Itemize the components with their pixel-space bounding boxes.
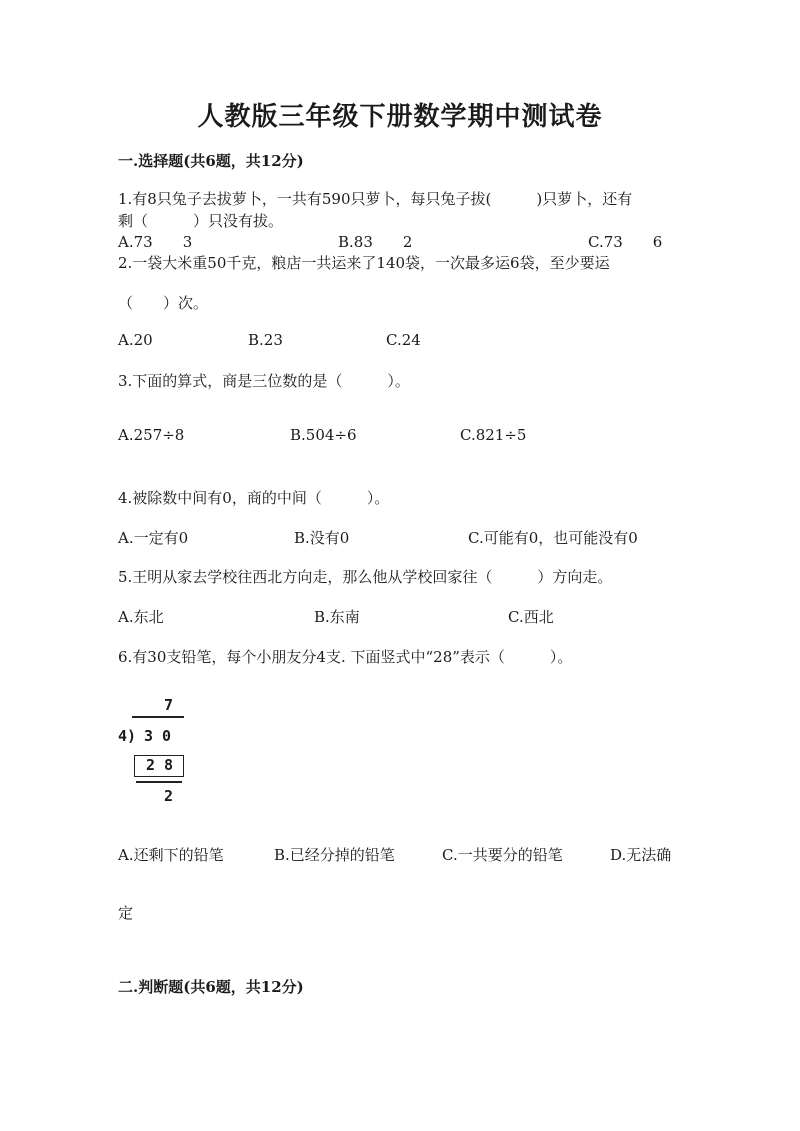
division-product: 2 8 bbox=[146, 756, 174, 774]
question-6-option-d: D.无法确 bbox=[610, 846, 672, 864]
question-2-option-a: A.20 bbox=[118, 331, 153, 349]
section-heading-choice: 一.选择题(共6题，共12分) bbox=[118, 152, 304, 170]
question-6-option-c: C.一共要分的铅笔 bbox=[442, 846, 563, 864]
question-3-option-b: B.504÷6 bbox=[290, 426, 357, 444]
question-6-option-a: A.还剩下的铅笔 bbox=[118, 846, 224, 864]
question-2-text: 2.一袋大米重50千克，粮店一共运来了140袋，一次最多运6袋，至少要运 bbox=[118, 254, 610, 272]
question-6-option-d-cont: 定 bbox=[118, 904, 134, 922]
question-1-text: 1.有8只兔子去拔萝卜，一共有590只萝卜，每只兔子拔( )只萝卜，还有 bbox=[118, 190, 633, 208]
question-3-option-a: A.257÷8 bbox=[118, 426, 185, 444]
division-divisor: 4) bbox=[118, 727, 137, 745]
section-heading-judgement: 二.判断题(共6题，共12分) bbox=[118, 978, 304, 996]
division-quotient: 7 bbox=[164, 696, 174, 714]
question-4-option-b: B.没有0 bbox=[294, 529, 350, 547]
question-4-option-c: C.可能有0，也可能没有0 bbox=[468, 529, 638, 547]
question-1-option-c: C.73 6 bbox=[588, 233, 663, 251]
question-3-text: 3.下面的算式，商是三位数的是（ ）。 bbox=[118, 372, 410, 390]
question-5-option-b: B.东南 bbox=[314, 608, 360, 626]
division-remainder: 2 bbox=[164, 787, 174, 805]
question-1-option-b: B.83 2 bbox=[338, 233, 413, 251]
page-title: 人教版三年级下册数学期中测试卷 bbox=[197, 102, 603, 132]
question-5-text: 5.王明从家去学校往西北方向走，那么他从学校回家往（ ）方向走。 bbox=[118, 568, 613, 586]
question-6-option-b: B.已经分掉的铅笔 bbox=[274, 846, 395, 864]
question-2-option-c: C.24 bbox=[386, 331, 421, 349]
question-1-option-a: A.73 3 bbox=[118, 233, 193, 251]
question-2-option-b: B.23 bbox=[248, 331, 283, 349]
question-5-option-a: A.东北 bbox=[118, 608, 164, 626]
division-dividend: 3 0 bbox=[144, 727, 172, 745]
question-2-text-cont: （ ）次。 bbox=[118, 294, 209, 312]
long-division-figure bbox=[118, 694, 238, 814]
question-5-option-c: C.西北 bbox=[508, 608, 554, 626]
question-3-option-c: C.821÷5 bbox=[460, 426, 527, 444]
question-4-text: 4.被除数中间有0，商的中间（ ）。 bbox=[118, 489, 390, 507]
question-4-option-a: A.一定有0 bbox=[118, 529, 189, 547]
question-6-text: 6.有30支铅笔，每个小朋友分4支. 下面竖式中“28”表示（ ）。 bbox=[118, 648, 573, 666]
division-subtraction-line bbox=[136, 781, 182, 783]
question-1-text-cont: 剩（ ）只没有拔。 bbox=[118, 212, 284, 230]
division-bracket-line bbox=[132, 716, 184, 718]
